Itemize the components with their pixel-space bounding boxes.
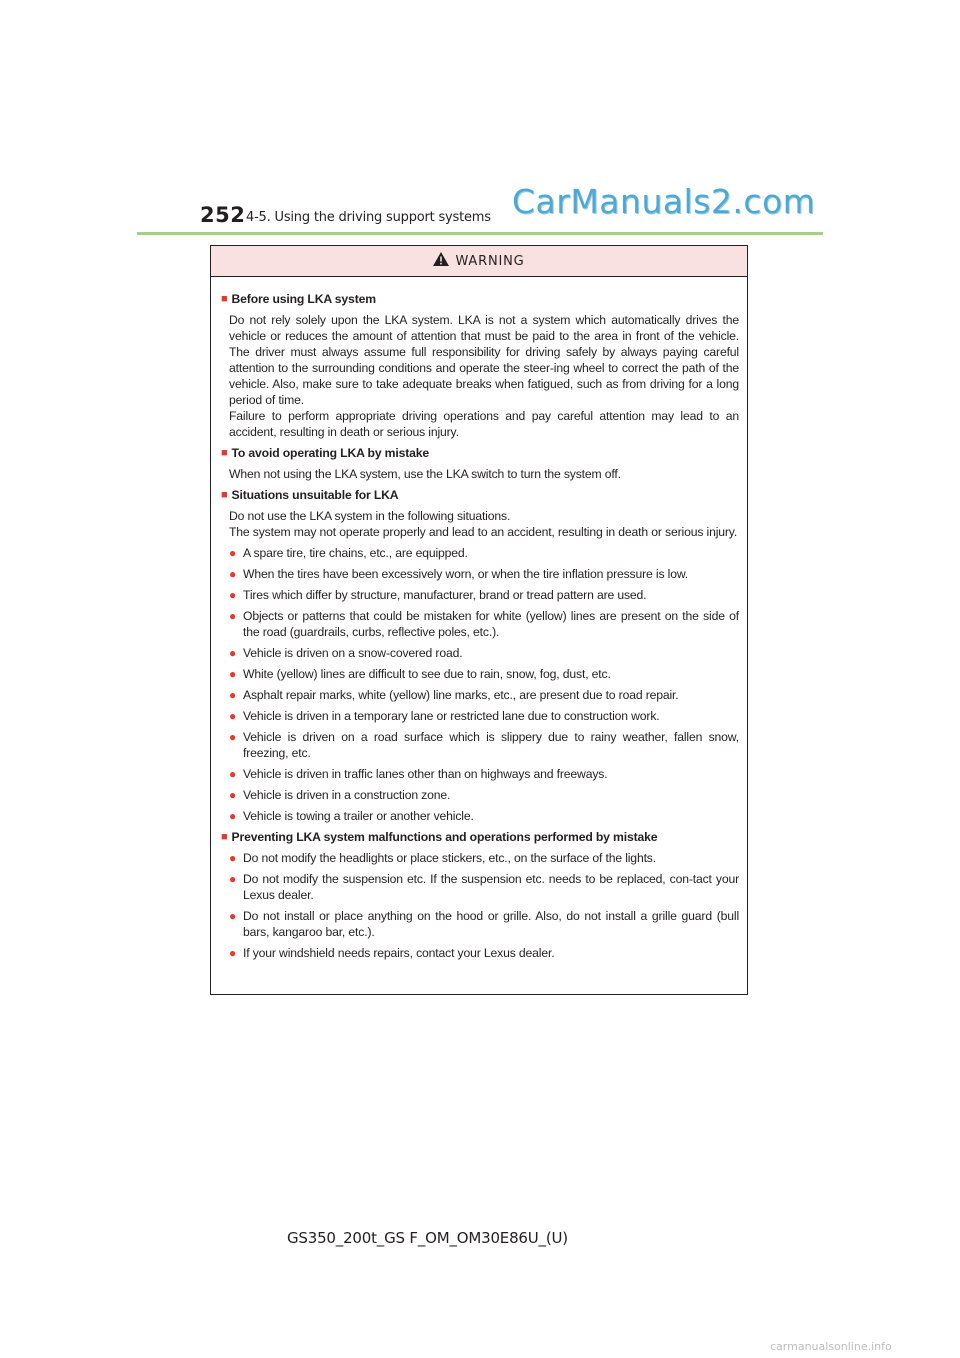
circle-bullet-icon: ● — [229, 609, 237, 623]
bullet-text: Vehicle is driven in a construction zone. — [243, 788, 451, 802]
bullet-text: Do not modify the suspension etc. If the suspension etc. needs to be replaced, con-tact your Lexus dealer. — [243, 872, 739, 902]
section-title: 4-5. Using the driving support systems — [246, 210, 491, 225]
warning-bullet-item — [221, 729, 739, 761]
circle-bullet-icon: ● — [229, 851, 237, 865]
circle-bullet-icon: ● — [229, 872, 237, 886]
circle-bullet-icon: ● — [229, 709, 237, 723]
circle-bullet-icon: ● — [229, 788, 237, 802]
bullet-text: Vehicle is driven in a temporary lane or restricted lane due to construction work. — [243, 709, 660, 723]
square-bullet-icon: ■ — [221, 447, 228, 459]
warning-label: WARNING — [455, 253, 525, 269]
warning-bullet-item — [221, 908, 739, 940]
warning-bullet-item — [221, 871, 739, 903]
circle-bullet-icon: ● — [229, 730, 237, 744]
warning-triangle-icon — [433, 252, 449, 271]
page-number: 252 — [200, 203, 246, 227]
bullet-text: A spare tire, tire chains, etc., are equipped. — [243, 546, 468, 560]
bullet-text: Vehicle is driven in traffic lanes other than on highways and freeways. — [243, 767, 608, 781]
warning-bullet-item — [221, 587, 739, 603]
warning-bullet-item — [221, 545, 739, 561]
circle-bullet-icon: ● — [229, 567, 237, 581]
warning-header — [211, 246, 747, 277]
bullet-text: Do not install or place anything on the hood or grille. Also, do not install a grille guard (bull bars, kangaroo bar, etc.). — [243, 909, 739, 939]
bullet-text: Asphalt repair marks, white (yellow) line marks, etc., are present due to road repair. — [243, 688, 679, 702]
bullet-text: White (yellow) lines are difficult to see due to rain, snow, fog, dust, etc. — [243, 667, 611, 681]
subhead-text: Before using LKA system — [231, 292, 376, 306]
warning-body — [211, 277, 747, 961]
warning-paragraph: Do not rely solely upon the LKA system. LKA is not a system which automatically drives the vehicle or reduces the amount of attention that must be paid to the area in front of the vehicle. The driver must always assume full responsibility for driving safely by always paying careful attention to the surrounding conditions and operate the steer-ing wheel to correct the path of the vehicle. Also, make sure to take adequate breaks when fatigued, such as from driving for a long period of time. — [229, 313, 739, 407]
warning-bullet-item — [221, 945, 739, 961]
bullet-text: Tires which differ by structure, manufacturer, brand or tread pattern are used. — [243, 588, 647, 602]
subhead-text: Situations unsuitable for LKA — [231, 488, 399, 502]
warning-bullet-item — [221, 850, 739, 866]
square-bullet-icon: ■ — [221, 831, 228, 843]
warning-bullet-item — [221, 566, 739, 582]
bullet-text: Vehicle is driven on a road surface which is slippery due to rainy weather, fallen snow, freezing, etc. — [243, 730, 739, 760]
warning-bullet-item — [221, 645, 739, 661]
bullet-text: Vehicle is towing a trailer or another vehicle. — [243, 809, 474, 823]
warning-bullet-item — [221, 687, 739, 703]
header-rule — [137, 232, 823, 235]
circle-bullet-icon: ● — [229, 667, 237, 681]
warning-paragraph: When not using the LKA system, use the LKA switch to turn the system off. — [229, 467, 621, 481]
bullet-text: Do not modify the headlights or place stickers, etc., on the surface of the lights. — [243, 851, 656, 865]
warning-subhead — [221, 291, 739, 307]
circle-bullet-icon: ● — [229, 809, 237, 823]
footer-code: GS350_200t_GS F_OM_OM30E86U_(U) — [287, 1229, 568, 1247]
square-bullet-icon: ■ — [221, 293, 228, 305]
bullet-text: When the tires have been excessively worn, or when the tire inflation pressure is low. — [243, 567, 689, 581]
warning-bullet-item — [221, 708, 739, 724]
subhead-text: Preventing LKA system malfunctions and operations performed by mistake — [231, 830, 658, 844]
warning-subhead — [221, 829, 739, 845]
warning-subhead — [221, 445, 739, 461]
footer-watermark[interactable]: carmanualsonline.info — [770, 1340, 892, 1353]
circle-bullet-icon: ● — [229, 546, 237, 560]
warning-bullet-item — [221, 608, 739, 640]
circle-bullet-icon: ● — [229, 946, 237, 960]
circle-bullet-icon: ● — [229, 646, 237, 660]
warning-subhead — [221, 487, 739, 503]
circle-bullet-icon: ● — [229, 909, 237, 923]
warning-bullet-item — [221, 766, 739, 782]
warning-bullet-item — [221, 808, 739, 824]
circle-bullet-icon: ● — [229, 688, 237, 702]
circle-bullet-icon: ● — [229, 767, 237, 781]
bullet-text: Objects or patterns that could be mistaken for white (yellow) lines are present on the side of the road (guardrails, curbs, reflective poles, etc.). — [243, 609, 739, 639]
warning-paragraph: Failure to perform appropriate driving operations and pay careful attention may lead to an accident, resulting in death or serious injury. — [229, 409, 739, 439]
circle-bullet-icon: ● — [229, 588, 237, 602]
subhead-text: To avoid operating LKA by mistake — [231, 446, 430, 460]
warning-paragraph: Do not use the LKA system in the following situations. — [229, 509, 511, 523]
warning-paragraph: The system may not operate properly and lead to an accident, resulting in death or serious injury. — [229, 525, 738, 539]
bullet-text: Vehicle is driven on a snow-covered road. — [243, 646, 463, 660]
bullet-text: If your windshield needs repairs, contact your Lexus dealer. — [243, 946, 555, 960]
watermark-logo[interactable]: CarManuals2.com — [512, 182, 816, 221]
square-bullet-icon: ■ — [221, 489, 228, 501]
warning-bullet-item — [221, 666, 739, 682]
warning-box — [210, 245, 748, 995]
warning-bullet-item — [221, 787, 739, 803]
